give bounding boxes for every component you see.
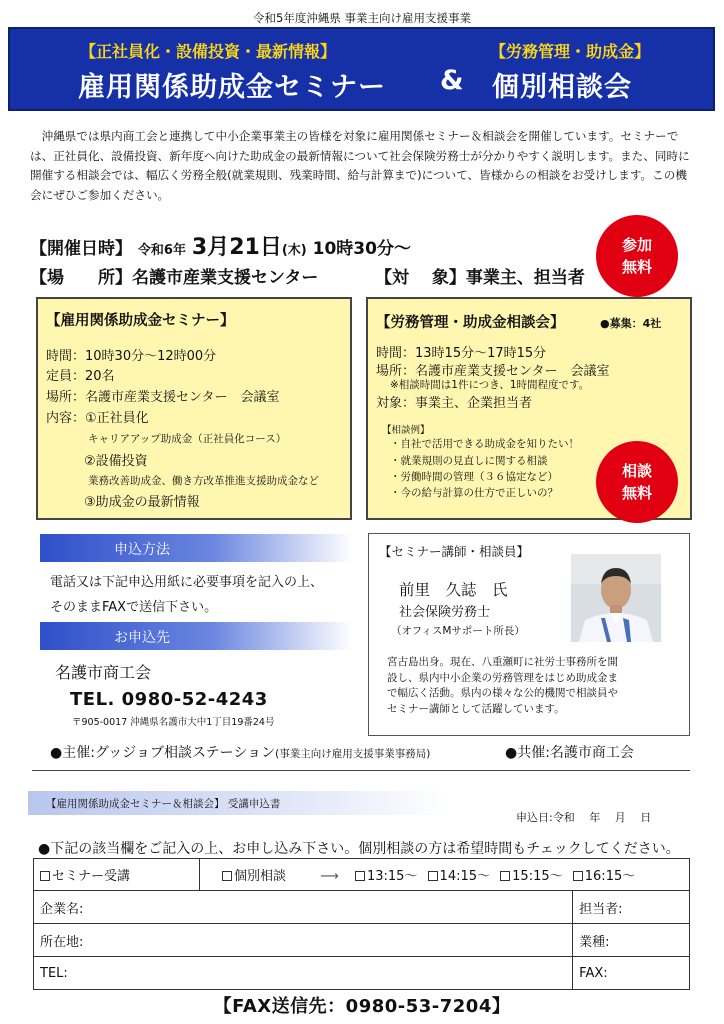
slot-checkbox[interactable] [573,871,583,881]
event-target: 事業主、担当者 [465,268,585,288]
consult-option-label: 個別相談 [234,869,287,884]
consultation-target: 対象：事業主、企業担当者 [376,396,533,411]
seminar-content-1-detail: キャリアアップ助成金（正社員化コース） [88,433,287,445]
apply-method-text [50,570,323,620]
badge-consult-line1: 相談 [621,462,652,480]
consultation-example: ・自社で活用できる助成金を知りたい！ [390,438,579,450]
table-row [34,891,690,924]
place-label: 【場 所】 [30,268,132,288]
company-name-field[interactable] [34,891,573,924]
lecturer-box [368,533,690,736]
seminar-place: 場所：名護市産業支援センター 会議室 [46,390,280,405]
host-label: ●主催:グッジョブ相談ステーション [50,745,276,761]
event-weekday: (木) [281,243,307,258]
seminar-time: 時間：10時30分～12時00分 [46,349,217,364]
consultation-quota: ●募集：4社 [600,317,662,330]
table-row [34,924,690,957]
seminar-capacity: 定員：20名 [46,369,115,384]
consultation-example: ・今の給与計算の仕方で正しいの？ [390,487,558,499]
seminar-heading: 【雇用関係助成金セミナー】 [46,313,235,329]
slot-label: 15:15～ [512,869,563,884]
seminar-content-2: ②設備投資 [84,454,148,469]
slot-label: 13:15～ [366,869,418,884]
apply-address: 〒905-0017 沖縄県名護市大中1丁目19番24号 [72,717,275,728]
industry-field[interactable] [573,924,690,957]
address-field[interactable] [34,924,573,957]
cohost-organization: ●共催:名護市商工会 [505,745,634,761]
program-label: 令和5年度沖縄県 事業主向け雇用支援事業 [253,11,471,25]
table-row [34,957,690,990]
seminar-info-box [36,297,352,520]
apply-tel: TEL. 0980-52-4243 [70,689,268,710]
apply-method-header: 申込方法 [40,534,352,562]
application-date-field[interactable]: 申込日:令和 年 月 日 [516,811,652,824]
person-in-charge-field[interactable] [573,891,690,924]
banner-subtitle-left: 【正社員化・設備投資・最新情報】 [80,42,337,61]
lecturer-photo [571,554,661,642]
tel-label: TEL: [40,965,68,981]
apply-method-line2: そのままFAXで送信下さい。 [50,600,218,615]
banner-ampersand: & [440,65,464,96]
apply-org-name: 名護市商工会 [55,663,152,682]
apply-to-header: お申込先 [40,622,352,650]
fax-destination: 【FAX送信先：0980-53-7204】 [213,996,511,1017]
application-form-table [33,858,690,990]
slot-label: 16:15～ [584,869,636,884]
fax-field[interactable] [573,957,690,990]
lecturer-bio: 宮古島出身。現在、八重瀬町に社労士事務所を開設し、県内中小企業の労務管理をはじめ助成金まで幅広く活動。県内の様々な公的機関で相談員やセミナー講師として活躍しています。 [387,656,618,715]
host-note: (事業主向け雇用支援事業事務局) [275,748,431,760]
event-time: 10時30分～ [312,239,411,259]
event-date-row [30,230,411,261]
seminar-content-1: 内容：①正社員化 [46,411,149,426]
banner-subtitle-right: 【労務管理・助成金】 [490,42,651,61]
seminar-content-3: ③助成金の最新情報 [84,495,200,510]
arrow-icon: ⟶ [320,869,339,884]
badge-free-line1: 参加 [621,236,652,254]
slot-checkbox[interactable] [355,871,365,881]
event-target-row [375,263,585,288]
address-label: 所在地: [40,934,84,950]
banner-title-seminar: 雇用関係助成金セミナー [78,72,386,103]
table-row [34,859,690,891]
date-label: 【開催日時】 [30,239,132,259]
consultation-example: ・就業規則の見直しに関する相談 [390,455,548,467]
form-instruction: ●下記の該当欄をご記入の上、お申し込み下さい。個別相談の方は希望時間もチェックしてください。 [38,841,680,857]
option-seminar-cell[interactable] [34,859,200,891]
consultation-note: ※相談時間は1件につき、1時間程度です。 [390,379,590,391]
free-consultation-badge [596,441,678,523]
consultation-place: 場所：名護市産業支援センター 会議室 [376,364,610,379]
slot-label: 14:15～ [439,869,491,884]
slot-checkbox[interactable] [500,871,510,881]
target-label: 【対 象】 [375,268,466,288]
free-participation-badge [596,215,678,297]
badge-consult-line2: 無料 [621,484,652,502]
section-divider [32,770,690,771]
seminar-option-label: セミナー受講 [52,869,131,884]
event-date: 3月21日 [191,235,282,260]
option-consult-cell [200,859,690,891]
seminar-checkbox[interactable] [40,871,50,881]
consultation-examples-label: 【相談例】 [382,425,430,436]
company-label: 企業名: [40,901,84,917]
person-label: 担当者: [579,901,623,917]
banner-title-consultation: 個別相談会 [492,72,632,103]
consultation-time: 時間：13時15分～17時15分 [376,346,547,361]
industry-label: 業種: [579,934,610,950]
event-place: 名護市産業支援センター [132,268,319,288]
consult-checkbox[interactable] [222,871,232,881]
title-banner [8,27,715,111]
event-era: 令和6年 [137,243,186,258]
intro-paragraph: 沖縄県では県内商工会と連携して中小企業事業主の皆様を対象に雇用関係セミナー＆相談会を開催しています。セミナーでは、正社員化、設備投資、新年度へ向けた助成金の最新情報について社会保険労務士が分かりやすく説明します。また、同時に開催する相談会では、幅広く労務全般(就業規則、残業時間、給与計算まで)について、皆様からの相談をお受けします。この機会にぜひご参加ください。 [30,129,690,202]
badge-free-line2: 無料 [621,258,652,276]
apply-method-line1: 電話又は下記申込用紙に必要事項を記入の上、 [50,575,324,590]
lecturer-organization: （オフィスMサポート所長） [391,625,525,637]
fax-label: FAX: [579,965,608,981]
lecturer-name: 前里 久誌 氏 [399,581,508,599]
seminar-content-2-detail: 業務改善助成金、働き方改革推進支援助成金など [88,475,319,487]
event-place-row [30,263,318,288]
host-organization [50,742,430,762]
consultation-heading: 【労務管理・助成金相談会】 [376,315,565,331]
application-form-title: 【雇用関係助成金セミナー＆相談会】 受講申込書 [28,791,448,815]
tel-field[interactable] [34,957,573,990]
consultation-example: ・労働時間の管理（３６協定など） [390,471,558,483]
slot-checkbox[interactable] [428,871,438,881]
lecturer-title: 社会保険労務士 [399,605,491,620]
lecturer-heading: 【セミナー講師・相談員】 [379,544,530,559]
